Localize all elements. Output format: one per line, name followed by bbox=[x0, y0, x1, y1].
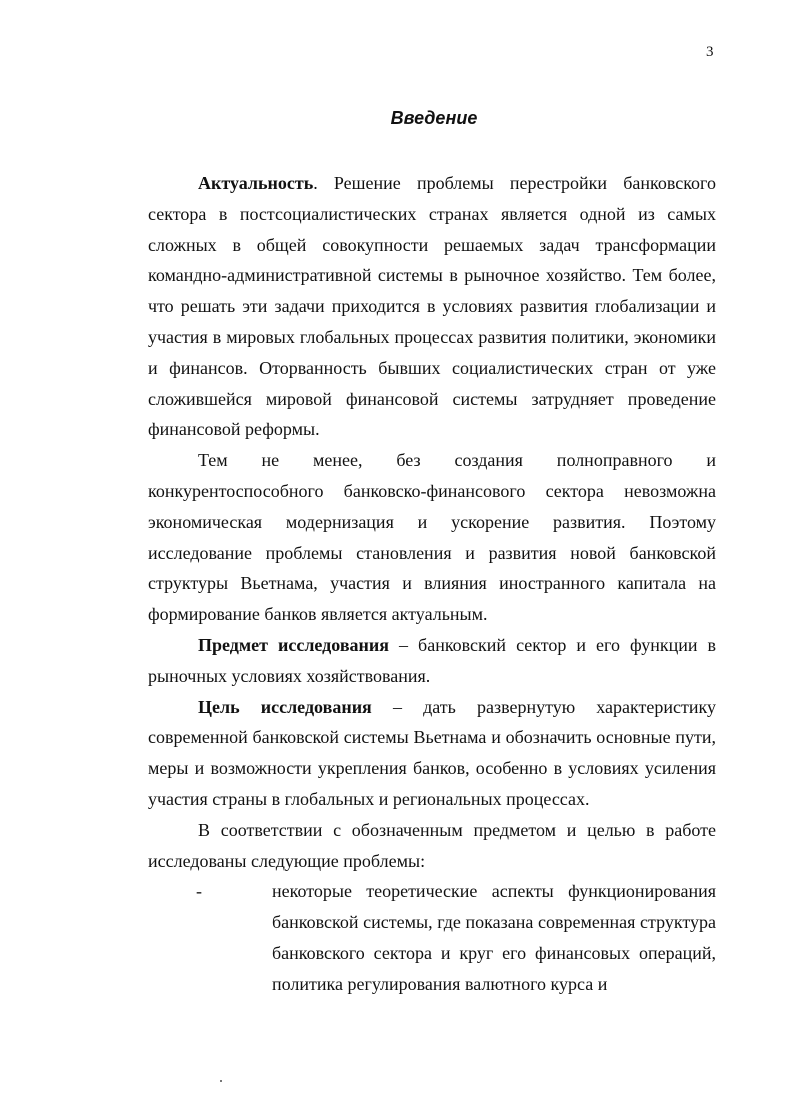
list-marker: - bbox=[196, 881, 202, 902]
relevance-label: Актуальность bbox=[198, 173, 314, 193]
body-text bbox=[148, 168, 716, 1000]
paragraph-subject bbox=[148, 630, 716, 692]
problems-intro-text: В соответствии с обозначенным предметом и целью в работе исследованы следующие проблемы: bbox=[148, 819, 716, 871]
paragraph-modernization bbox=[148, 445, 716, 630]
page-number: 3 bbox=[706, 44, 714, 60]
scan-speck bbox=[220, 1080, 222, 1082]
paragraph-problems-intro bbox=[148, 815, 716, 877]
goal-text: – дать развернутую характеристику современной банковской системы Вьетнама и обозначить основные пути, меры и возможности укрепления банков, особенно в условиях усиления участия страны в глобальных и региональных процессах. bbox=[148, 696, 717, 809]
goal-label: Цель исследования bbox=[198, 696, 372, 717]
paragraph-goal bbox=[148, 692, 716, 815]
relevance-text: . Решение проблемы перестройки банковского сектора в постсоциалистических странах является одной из самых сложных в общей совокупности решаемых задач трансформации командно-административной системы в рыночное хозяйство. Тем более, что решать эти задачи приходится в условиях развития глобализации и участия в мировых глобальных процессах развития политики, экономики и финансов. Оторванность бывших социалистических стран от уже сложившейся мировой финансовой системы затрудняет проведение финансовой реформы. bbox=[148, 173, 716, 440]
modernization-text: Тем не менее, без создания полноправного и конкурентоспособного банковско-финансового сектора невозможна экономическая модернизация и ускорение развития. Поэтому исследование проблемы становления и развития новой банковской структуры Вьетнама, участия и влияния иностранного капитала на формирование банков является актуальным. bbox=[148, 450, 716, 625]
paragraph-relevance bbox=[148, 168, 716, 445]
list-item-text: некоторые теоретические аспекты функционирования банковской системы, где показана современная структура банковского сектора и круг его финансовых операций, политика регулирования валютного курса и bbox=[272, 881, 716, 994]
subject-label: Предмет исследования bbox=[198, 634, 390, 655]
list-item bbox=[148, 876, 716, 999]
subject-text: – банковский сектор и его функции в рыночных условиях хозяйствования. bbox=[148, 634, 716, 686]
page-title: Введение bbox=[390, 108, 478, 128]
